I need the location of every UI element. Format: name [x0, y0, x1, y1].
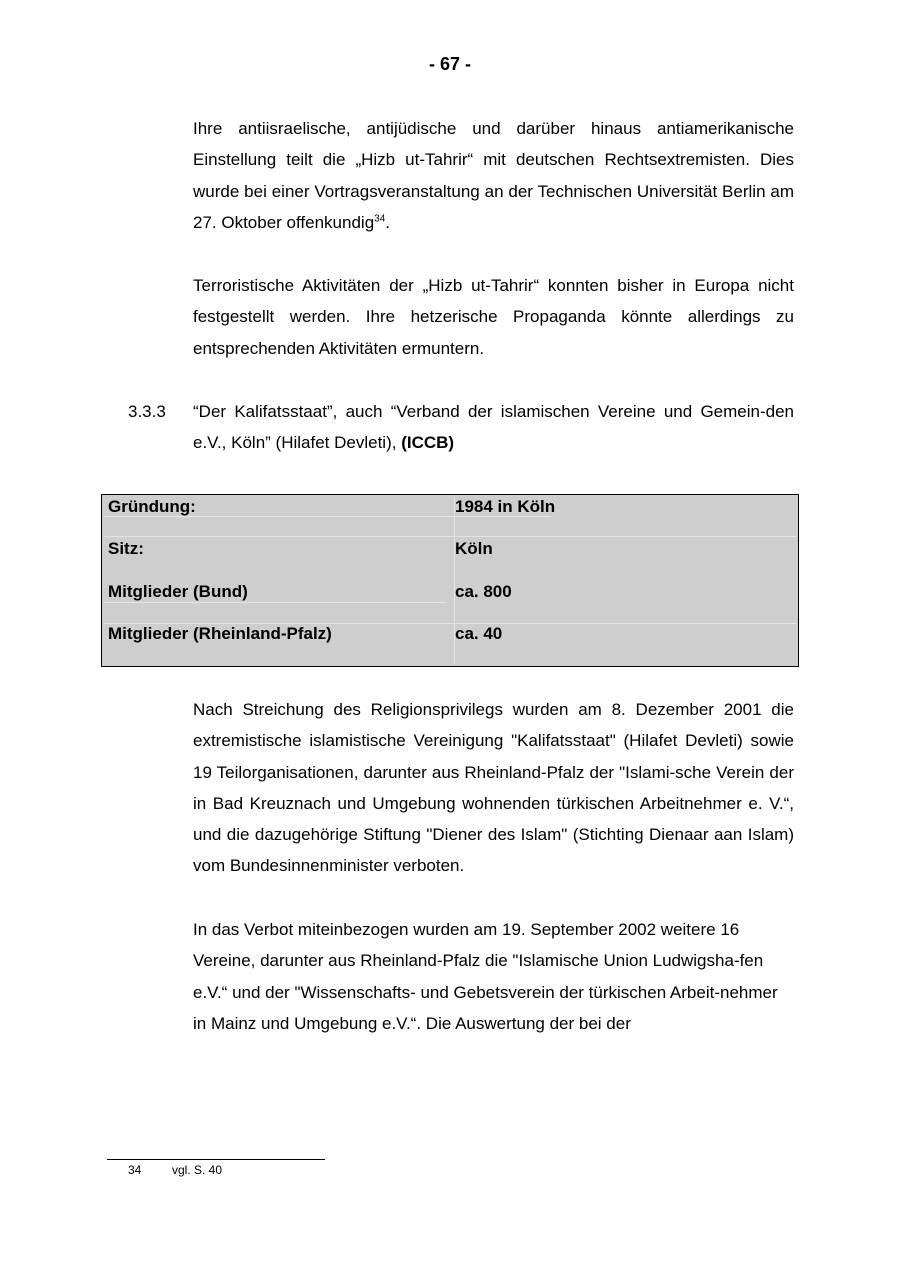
section-title	[193, 396, 794, 459]
paragraph-terrorist-activities: Terroristische Aktivitäten der „Hizb ut-Tahrir“ konnten bisher in Europa nicht festgestellt werden. Ihre hetzerische Propaganda könnte allerdings zu entsprechenden Aktivitäten ermuntern.	[193, 276, 794, 358]
row-separator	[104, 536, 796, 537]
table-row	[102, 624, 798, 645]
paragraph-ban-2002: In das Verbot miteinbezogen wurden am 19. September 2002 weitere 16 Vereine, darunter aus Rheinland-Pfalz die "Islamische Union Ludwigsha-fen e.V.“ und der "Wissenschafts- und Gebetsverein der türkischen Arbeit-nehmer in Mainz und Umgebung e.V.“. Die Auswertung der bei der	[193, 920, 778, 1033]
table-row	[102, 582, 798, 603]
footnote-divider	[107, 1159, 325, 1160]
table-value: 1984 in Köln	[455, 497, 556, 516]
page-number: - 67 -	[428, 54, 471, 74]
paragraph-ban-2001: Nach Streichung des Religionsprivilegs wurden am 8. Dezember 2001 die extremistische islamistische Vereinigung "Kalifatsstaat" (Hilafet Devleti) sowie 19 Teilorganisationen, darunter aus Rheinland-Pfalz der "Islami-sche Verein der in Bad Kreuznach und Umgebung wohnenden türkischen Arbeitnehmer e. V.“, und die dazugehörige Stiftung "Diener des Islam" (Stichting Dienaar aan Islam) vom Bundesinnenminister verboten.	[193, 700, 794, 876]
footnote-number: 34	[128, 1163, 142, 1177]
paragraph-hizb-attitude	[193, 113, 794, 238]
table-label: Mitglieder (Rheinland-Pfalz)	[108, 624, 332, 643]
footnote-reference[interactable]: 34	[374, 213, 386, 225]
section-title-text: “Der Kalifatsstaat”, auch “Verband der islamischen Vereine und Gemein-den e.V., Köln” (Hilafet Devleti),	[193, 402, 794, 453]
table-row	[102, 497, 798, 518]
paragraph-end: .	[385, 212, 391, 232]
table-label: Gründung:	[108, 497, 196, 516]
footnote	[128, 1163, 222, 1177]
footnote-text: vgl. S. 40	[172, 1163, 223, 1177]
table-value: ca. 800	[455, 582, 512, 601]
table-label: Mitglieder (Bund)	[108, 582, 248, 601]
organization-info-table	[101, 494, 799, 667]
table-label: Sitz:	[108, 539, 144, 558]
table-row	[102, 539, 798, 560]
table-value: ca. 40	[455, 624, 503, 643]
table-value: Köln	[455, 539, 493, 558]
paragraph-text: Ihre antiisraelische, antijüdische und darüber hinaus antiamerikanische Einstellung teilt die „Hizb ut-Tahrir“ mit deutschen Rechtsextremisten. Dies wurde bei einer Vortragsveranstaltung an der Technischen Universität Berlin am 27. Oktober offenkundig	[193, 119, 794, 232]
section-number: 3.3.3	[128, 402, 166, 421]
section-title-abbreviation: (ICCB)	[401, 433, 455, 453]
